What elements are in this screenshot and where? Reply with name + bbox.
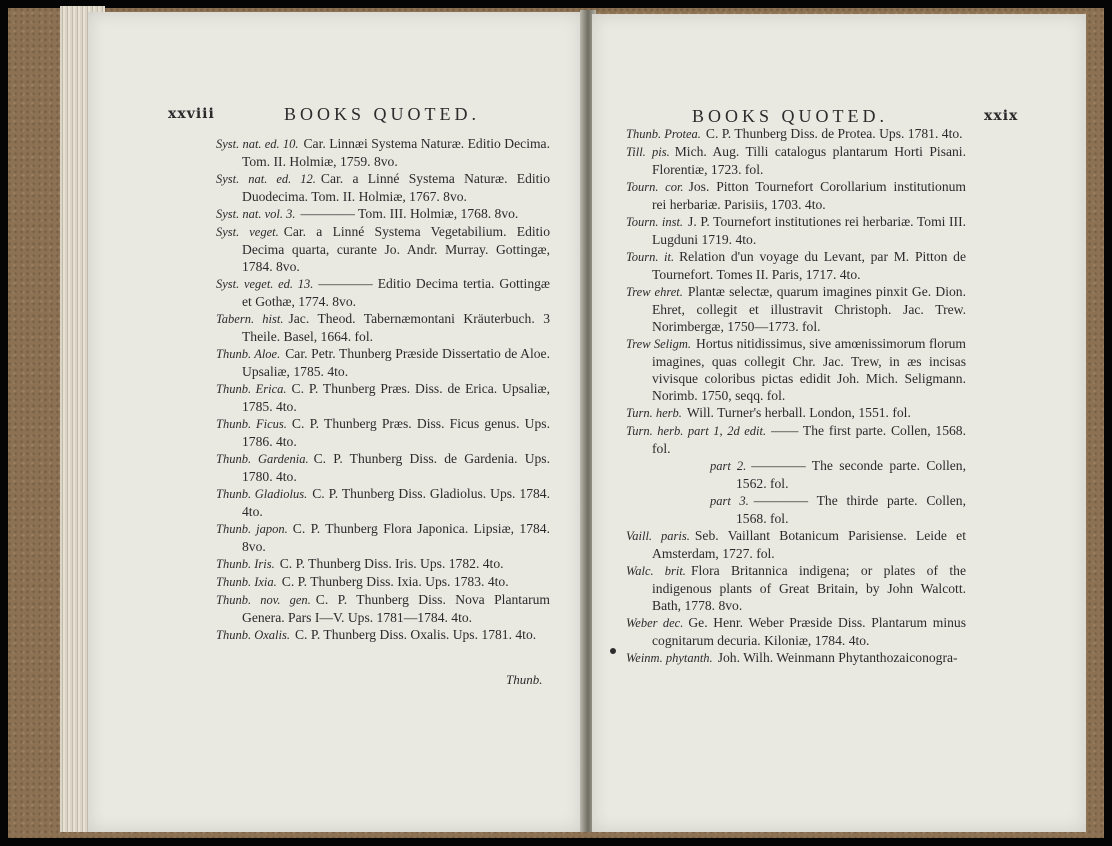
entry: Thunb. Gladiolus. C. P. Thunberg Diss. Gladiolus. Ups. 1784. 4to. (216, 486, 551, 519)
entry: Vaill. paris. Seb. Vaillant Botanicum Parisiense. Leide et Amsterdam, 1727. fol. (626, 528, 966, 561)
entry: Weinm. phytanth. Joh. Wilh. Weinmann Phytanthozaiconogra- (626, 650, 958, 665)
entry: Syst. veget. Car. a Linné Systema Vegetabilium. Editio Decima quarta, curante Jo. Andr. Murray. Gottingæ, 1784. 8vo. (216, 224, 550, 274)
entry: Syst. veget. ed. 13. ———— Editio Decima tertia. Gottingæ et Gothæ, 1774. 8vo. (216, 276, 550, 309)
entry: Turn. herb. Will. Turner's herball. London, 1551. fol. (626, 405, 911, 420)
entry: Thunb. Aloe. Car. Petr. Thunberg Præside Dissertatio de Aloe. Upsaliæ, 1785. 4to. (216, 346, 550, 379)
entry: part 3. ———— The thirde parte. Collen, 1568. fol. (710, 493, 966, 526)
entry: Turn. herb. part 1, 2d edit. —— The first parte. Collen, 1568. fol. (626, 423, 967, 456)
entry: Thunb. Gardenia. C. P. Thunberg Diss. de Gardenia. Ups. 1780. 4to. (216, 451, 550, 484)
entry: Thunb. Iris. C. P. Thunberg Diss. Iris. Ups. 1782. 4to. (216, 556, 504, 571)
entry: Thunb. Oxalis. C. P. Thunberg Diss. Oxalis. Ups. 1781. 4to. (216, 627, 537, 642)
left-entries (216, 135, 550, 644)
entry: Thunb. Ixia. C. P. Thunberg Diss. Ixia. Ups. 1783. 4to. (216, 574, 509, 589)
entry: Syst. nat. ed. 10. Car. Linnæi Systema Naturæ. Editio Decima. Tom. II. Holmiæ, 1759. 8vo. (216, 136, 550, 169)
ink-spot (610, 648, 616, 654)
entry: Thunb. Erica. C. P. Thunberg Præs. Diss. de Erica. Upsaliæ, 1785. 4to. (216, 381, 550, 414)
entry: Till. pis. Mich. Aug. Tilli catalogus plantarum Horti Pisani. Florentiæ, 1723. fol. (626, 144, 966, 177)
right-running-head: BOOKS QUOTED. (692, 106, 888, 126)
entry: Syst. nat. ed. 12. Car. a Linné Systema Naturæ. Editio Duodecima. Tom. II. Holmiæ, 1767. 8vo. (216, 171, 550, 204)
entry: Tourn. cor. Jos. Pitton Tournefort Corollarium institutionum rei herbariæ. Parisiis, 1703. 4to. (626, 179, 966, 212)
left-running-head: BOOKS QUOTED. (284, 104, 480, 124)
entry: part 2. ———— The seconde parte. Collen, 1562. fol. (710, 458, 966, 491)
entry: Thunb. Ficus. C. P. Thunberg Præs. Diss. Ficus genus. Ups. 1786. 4to. (216, 416, 550, 449)
left-page-number: xxviii (168, 106, 215, 122)
entry: Thunb. japon. C. P. Thunberg Flora Japonica. Lipsiæ, 1784. 8vo. (216, 521, 551, 554)
entry: Weber dec. Ge. Henr. Weber Præside Diss. Plantarum minus cognitarum decuria. Kiloniæ, 1784. 4to. (626, 615, 966, 648)
right-entries (626, 125, 966, 667)
entry: Walc. brit. Flora Britannica indigena; or plates of the indigenous plants of Great Britain, by John Walcott. Bath, 1778. 8vo. (626, 563, 966, 613)
left-page (88, 12, 582, 832)
entry: Syst. nat. vol. 3. ———— Tom. III. Holmiæ, 1768. 8vo. (216, 206, 519, 221)
entry: Tabern. hist. Jac. Theod. Tabernæmontani Kräuterbuch. 3 Theile. Basel, 1664. fol. (216, 311, 550, 344)
catchword: Thunb. (506, 672, 543, 687)
entry: Thunb. Protea. C. P. Thunberg Diss. de Protea. Ups. 1781. 4to. (626, 126, 963, 141)
entry: Tourn. inst. J. P. Tournefort institutiones rei herbariæ. Tomi III. Lugduni 1719. 4to. (626, 214, 966, 247)
entry: Trew Seligm. Hortus nitidissimus, sive amœnissimorum florum imagines, quas collegit Chr. Jac. Trew, in æs incisas vivisque coloribus pictas edidit Joh. Mich. Seligmann. Norimb. 1750, seqq. fol. (626, 336, 966, 403)
right-page (592, 14, 1086, 832)
entry: Thunb. nov. gen. C. P. Thunberg Diss. Nova Plantarum Genera. Pars I—V. Ups. 1781—1784. 4to. (216, 592, 550, 625)
entry: Tourn. it. Relation d'un voyage du Levant, par M. Pitton de Tournefort. Tomes II. Paris, 1717. 4to. (626, 249, 966, 282)
entry: Trew ehret. Plantæ selectæ, quarum imagines pinxit Ge. Dion. Ehret, collegit et illustravit Christoph. Jac. Trew. Norimbergæ, 1750—1773. fol. (626, 284, 966, 334)
right-page-number: xxix (984, 108, 1019, 124)
